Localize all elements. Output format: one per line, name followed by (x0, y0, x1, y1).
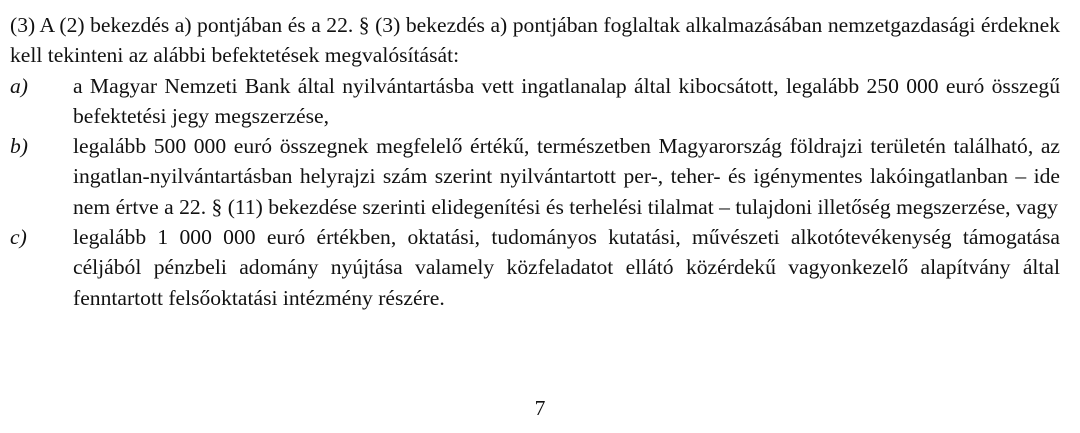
item-text: legalább 1 000 000 euró értékben, oktatási, tudományos kutatási, művészeti alkotótevékenység támogatása céljából pénzbeli adomány nyújtása valamely közfeladatot ellátó közérdekű vagyonkezelő alapítvány által fenntartott felsőoktatási intézmény részére. (73, 225, 1060, 310)
list-item-c (10, 222, 1060, 313)
list-item-b (10, 131, 1060, 222)
item-text: legalább 500 000 euró összegnek megfelelő értékű, természetben Magyarország földrajzi területén található, az ingatlan-nyilvántartásban helyrajzi szám szerint nyilvántartott per-, teher- és igénymentes lakóingatlanban – ide nem értve a 22. § (11) bekezdése szerinti elidegenítési és terhelési tilalmat – tulajdoni illetőség megszerzése, vagy (73, 134, 1060, 219)
item-label: c) (10, 225, 27, 250)
item-list (10, 71, 1060, 313)
item-text: a Magyar Nemzeti Bank által nyilvántartásba vett ingatlanalap által kibocsátott, legalább 250 000 euró összegű befektetési jegy megszerzése, (73, 73, 1060, 128)
item-label: b) (10, 134, 28, 159)
page-number: 7 (534, 396, 546, 420)
document-body (10, 10, 1060, 313)
item-label: a) (10, 73, 28, 98)
paragraph-intro: (3) A (2) bekezdés a) pontjában és a 22. § (3) bekezdés a) pontjában foglaltak alkalmazásában nemzetgazdasági érdeknek kell tekinteni az alábbi befektetések megvalósítását: (10, 13, 1060, 68)
list-item-a (10, 71, 1060, 132)
